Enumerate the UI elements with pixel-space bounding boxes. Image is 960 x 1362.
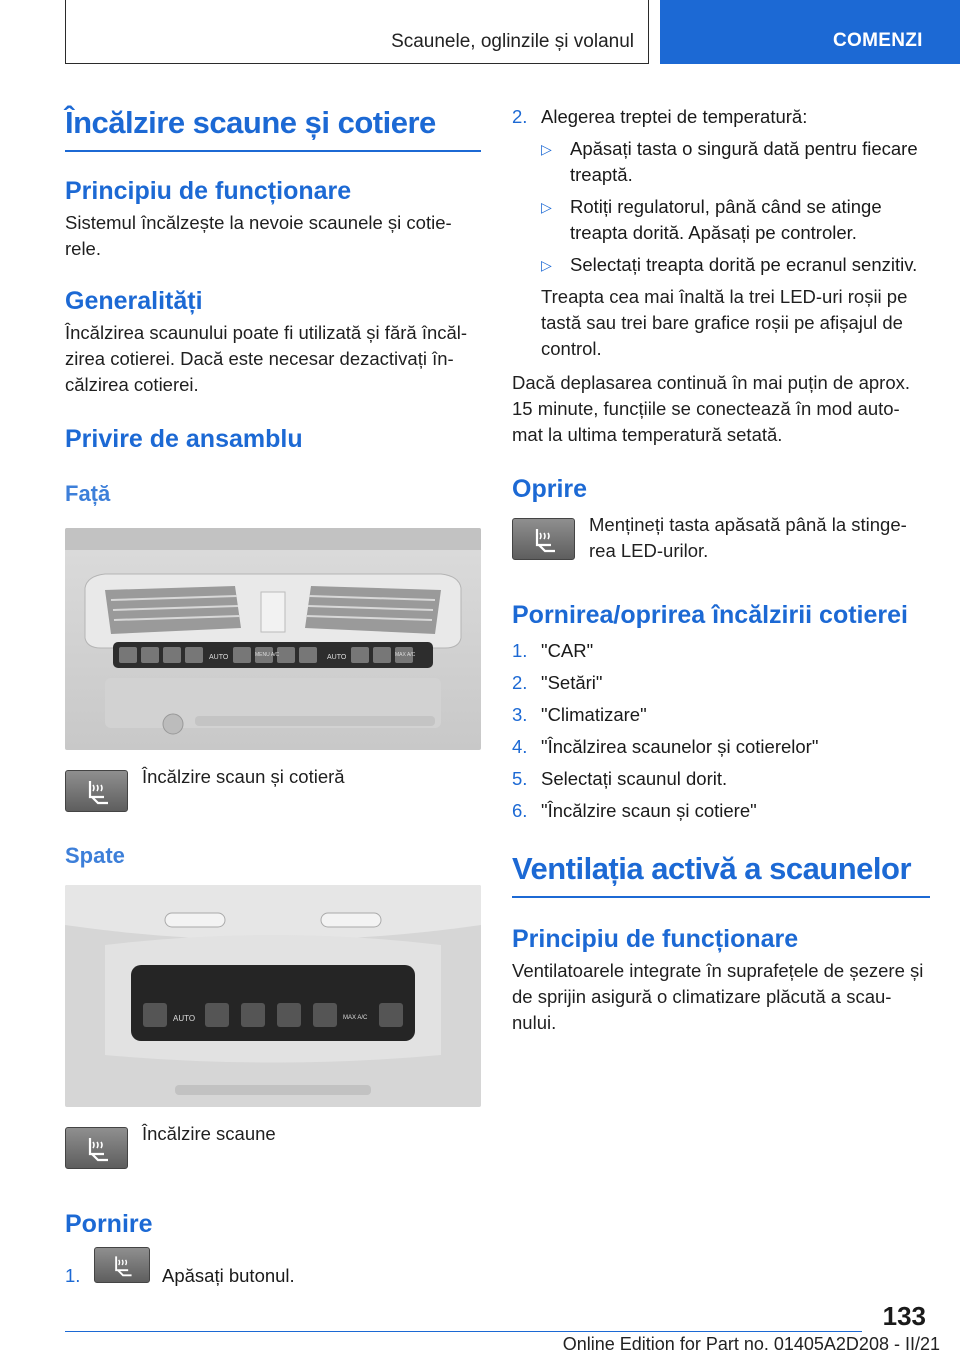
pornire-heading: Pornire bbox=[65, 1210, 153, 1238]
footer-edition: Online Edition for Part no. 01405A2D208 - II/21 bbox=[562, 1334, 940, 1354]
bullet-text: Selectați treapta dorită pe ecranul senzitiv. bbox=[570, 254, 918, 275]
fata-heading: Față bbox=[65, 481, 111, 506]
step-number: 5. bbox=[512, 768, 528, 789]
step-text: "Încălzire scaun și cotiere" bbox=[541, 800, 757, 821]
principiu-heading: Principiu de funcționare bbox=[65, 177, 352, 205]
generalitati-text: Încălzirea scaunului poate fi utilizată și fără încăl-zirea cotierei. Dacă este necesar dezactivați în-călzirea cotierei. bbox=[65, 322, 468, 395]
header-section-title: Scaunele, oglinzile și volanul bbox=[391, 31, 634, 52]
seat-armrest-heating-button[interactable] bbox=[65, 770, 128, 812]
bullet-marker: ▷ bbox=[541, 199, 552, 215]
section-title: Încălzire scaune și cotiere bbox=[65, 105, 436, 140]
pornire-step-text: Apăsați butonul. bbox=[162, 1265, 295, 1286]
bullet-marker: ▷ bbox=[541, 257, 552, 273]
front-panel-label: AUTO bbox=[327, 654, 347, 661]
step-number: 2. bbox=[512, 672, 528, 693]
fata-icon-label: Încălzire scaun și cotieră bbox=[142, 766, 345, 787]
seat-heating-icon bbox=[84, 777, 112, 805]
rear-panel-label: MAX A/C bbox=[343, 1015, 368, 1021]
spate-icon-label: Încălzire scaune bbox=[142, 1123, 276, 1144]
header-section-box bbox=[65, 0, 649, 64]
list-item bbox=[512, 104, 930, 130]
principiu2-text: Ventilatoarele integrate în suprafețele de șezere și de sprijin asigură o climatizare plăcută a scau-nului. bbox=[512, 960, 924, 1033]
pornire-step bbox=[65, 1247, 481, 1287]
oprire-text: Mențineți tasta apăsată până la stinge-rea LED-urilor. bbox=[589, 514, 907, 561]
seat-heating-icon bbox=[84, 1134, 112, 1162]
seat-heating-icon bbox=[531, 525, 559, 553]
step-text: Alegerea treptei de temperatură: bbox=[541, 106, 808, 127]
principiu2-heading: Principiu de funcționare bbox=[512, 925, 799, 953]
step-text: "Setări" bbox=[541, 672, 603, 693]
principiu-text: Sistemul încălzește la nevoie scaunele și cotie-rele. bbox=[65, 212, 452, 259]
step-number: 3. bbox=[512, 704, 528, 725]
rear-console-photo bbox=[65, 885, 481, 1107]
pornirea-heading: Pornirea/oprirea încălzirii cotierei bbox=[512, 601, 908, 629]
auto-text: Dacă deplasarea continuă în mai puțin de aprox. 15 minute, funcțiile se conectează în mod auto-mat la ultima temperatură setată. bbox=[512, 372, 911, 445]
step-number: 1. bbox=[512, 640, 528, 661]
fata-icon-row bbox=[65, 766, 481, 812]
step-number: 6. bbox=[512, 800, 528, 821]
oprire-heading: Oprire bbox=[512, 475, 588, 503]
spate-icon-row bbox=[65, 1123, 481, 1169]
treapta-text: Treapta cea mai înaltă la trei LED-uri roșii pe tastă sau trei bare grafice roșii pe afișajul de control. bbox=[541, 286, 908, 359]
ventilatia-title-rule bbox=[512, 896, 930, 898]
front-panel-label: MENU A/C bbox=[255, 652, 280, 658]
ventilatia-title: Ventilația activă a scaunelor bbox=[512, 851, 912, 886]
oprire-heating-button[interactable] bbox=[512, 518, 575, 560]
list-item bbox=[541, 252, 930, 278]
cotiere-steps-list bbox=[512, 638, 930, 824]
left-column bbox=[65, 104, 481, 1287]
list-item bbox=[512, 638, 930, 664]
list-item bbox=[512, 798, 930, 824]
privire-heading: Privire de ansamblu bbox=[65, 425, 303, 453]
page-number: 133 bbox=[882, 1301, 926, 1331]
list-item bbox=[512, 766, 930, 792]
front-panel-label: AUTO bbox=[209, 654, 229, 661]
bullet-text: Rotiți regulatorul, până când se atinge treapta dorită. Apăsați pe controler. bbox=[570, 196, 882, 243]
pornire-step-num: 1. bbox=[65, 1265, 81, 1286]
list-item bbox=[512, 670, 930, 696]
generalitati-heading: Generalități bbox=[65, 287, 203, 315]
list-item bbox=[541, 136, 930, 188]
seat-heating-icon bbox=[111, 1253, 135, 1277]
step2-list bbox=[512, 104, 930, 130]
rear-panel-label: AUTO bbox=[173, 1014, 196, 1023]
rear-seat-heating-button[interactable] bbox=[65, 1127, 128, 1169]
list-item bbox=[512, 734, 930, 760]
step-text: "Încălzirea scaunelor și cotierelor" bbox=[541, 736, 819, 757]
footer-rule bbox=[65, 1331, 862, 1332]
section-title-rule bbox=[65, 150, 481, 152]
list-item bbox=[512, 702, 930, 728]
pornire-heating-button[interactable] bbox=[94, 1247, 150, 1283]
header-chapter-tab[interactable] bbox=[660, 0, 960, 64]
step-text: "CAR" bbox=[541, 640, 594, 661]
front-console-photo bbox=[65, 528, 481, 750]
step-text: Selectați scaunul dorit. bbox=[541, 768, 728, 789]
oprire-icon-row bbox=[512, 514, 930, 564]
header-chapter-label: COMENZI bbox=[833, 30, 923, 51]
step-text: "Climatizare" bbox=[541, 704, 647, 725]
step-number: 4. bbox=[512, 736, 528, 757]
step-number: 2. bbox=[512, 106, 528, 127]
bullet-marker: ▷ bbox=[541, 141, 552, 157]
front-panel-label: MAX A/C bbox=[395, 652, 416, 658]
right-column bbox=[512, 104, 930, 1036]
spate-heading: Spate bbox=[65, 843, 125, 868]
temperature-options-list bbox=[541, 136, 930, 278]
list-item bbox=[541, 194, 930, 246]
bullet-text: Apăsați tasta o singură dată pentru fiecare treaptă. bbox=[570, 138, 918, 185]
